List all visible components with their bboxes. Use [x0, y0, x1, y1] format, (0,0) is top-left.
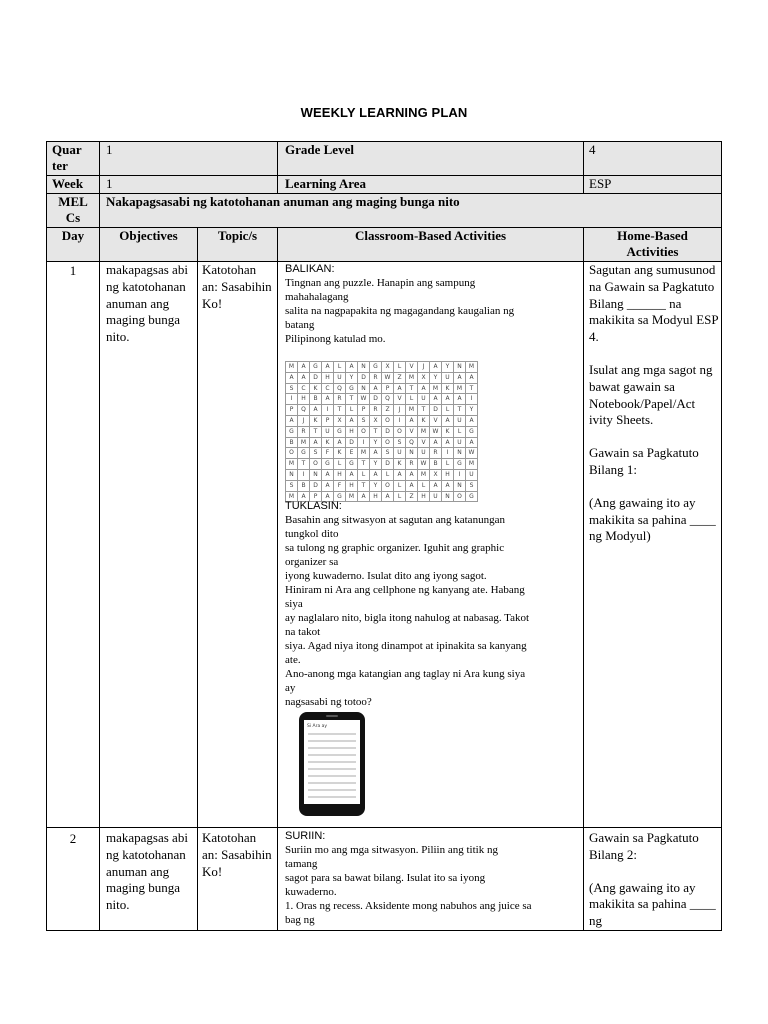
puzzle-letter: O [382, 416, 394, 427]
puzzle-letter: G [454, 459, 466, 470]
puzzle-letter: U [466, 470, 478, 481]
tuklasin-line: ay naglalaro nito, bigla itong nahulog at nabasag. Takot [285, 612, 530, 624]
page-title: WEEKLY LEARNING PLAN [300, 105, 468, 120]
puzzle-letter: O [382, 438, 394, 449]
puzzle-letter: A [370, 384, 382, 395]
puzzle-letter: W [358, 394, 370, 405]
puzzle-letter: G [322, 459, 334, 470]
puzzle-letter: N [454, 448, 466, 459]
puzzle-letter: L [442, 405, 454, 416]
puzzle-letter: L [382, 470, 394, 481]
puzzle-letter: Y [370, 481, 382, 492]
balikan-heading: BALIKAN: [285, 263, 335, 275]
puzzle-letter: G [334, 427, 346, 438]
melcs-label: MEL Cs [58, 194, 88, 225]
puzzle-letter: G [346, 459, 358, 470]
puzzle-letter: A [346, 416, 358, 427]
puzzle-letter: A [322, 362, 334, 373]
puzzle-letter: L [334, 459, 346, 470]
col-header-day: Day [61, 228, 85, 243]
puzzle-letter: S [382, 448, 394, 459]
puzzle-letter: U [334, 373, 346, 384]
puzzle-letter: O [394, 427, 406, 438]
puzzle-letter: B [430, 459, 442, 470]
tuklasin-line: na takot [285, 626, 321, 638]
puzzle-letter: O [454, 492, 466, 503]
learning-area-value: ESP [589, 176, 612, 191]
puzzle-letter: L [358, 470, 370, 481]
balikan-line: batang [285, 319, 315, 331]
puzzle-letter: M [454, 384, 466, 395]
puzzle-letter: S [466, 481, 478, 492]
suriin-line: Suriin mo ang mga sitwasyon. Piliin ang titik ng [285, 844, 498, 856]
puzzle-letter: A [370, 470, 382, 481]
puzzle-letter: I [394, 416, 406, 427]
puzzle-letter: P [358, 405, 370, 416]
puzzle-letter: Y [442, 362, 454, 373]
row1-objectives: makapagsas abi ng katotohanan anuman ang maging bunga nito. [106, 262, 188, 345]
puzzle-letter: A [430, 438, 442, 449]
word-search-puzzle [285, 361, 478, 502]
suriin-line: sagot para sa bawat bilang. Isulat ito sa iyong [285, 872, 486, 884]
puzzle-letter: Y [346, 373, 358, 384]
puzzle-letter: H [334, 470, 346, 481]
puzzle-letter: C [322, 384, 334, 395]
tuklasin-line: tungkol dito [285, 528, 339, 540]
puzzle-letter: M [406, 373, 418, 384]
tuklasin-line: iyong kuwaderno. Isulat dito ang iyong sagot. [285, 570, 487, 582]
row2-day: 2 [69, 831, 77, 846]
puzzle-letter: Z [394, 373, 406, 384]
puzzle-letter: H [370, 492, 382, 503]
col-header-home: Home-Based Activities [617, 228, 688, 259]
row1-topic: Katotohan an: Sasabihin Ko! [202, 262, 272, 311]
puzzle-letter: S [286, 481, 298, 492]
puzzle-letter: A [382, 492, 394, 503]
puzzle-letter: M [430, 384, 442, 395]
row2-topic: Katotohan an: Sasabihin Ko! [202, 830, 272, 879]
puzzle-letter: U [394, 448, 406, 459]
puzzle-letter: M [418, 427, 430, 438]
puzzle-letter: T [406, 384, 418, 395]
puzzle-letter: P [322, 416, 334, 427]
puzzle-letter: K [442, 427, 454, 438]
puzzle-letter: U [454, 416, 466, 427]
home-block: (Ang gawaing ito ay makikita sa pahina ____ ng Modyul) [589, 494, 716, 544]
puzzle-letter: A [322, 394, 334, 405]
puzzle-letter: Y [466, 405, 478, 416]
puzzle-letter: A [430, 362, 442, 373]
puzzle-letter: H [346, 481, 358, 492]
puzzle-letter: N [406, 448, 418, 459]
melcs-value: Nakapagsasabi ng katotohanan anuman ang maging bunga nito [106, 194, 460, 209]
puzzle-letter: L [394, 481, 406, 492]
puzzle-letter: L [394, 492, 406, 503]
puzzle-letter: S [310, 448, 322, 459]
grade-level-value: 4 [589, 142, 596, 157]
tuklasin-line: ay [285, 682, 296, 694]
puzzle-letter: A [394, 470, 406, 481]
puzzle-letter: L [418, 481, 430, 492]
puzzle-letter: L [406, 394, 418, 405]
puzzle-letter: K [322, 438, 334, 449]
puzzle-letter: Y [370, 438, 382, 449]
puzzle-letter: A [394, 384, 406, 395]
puzzle-letter: A [322, 481, 334, 492]
puzzle-letter: A [442, 394, 454, 405]
puzzle-letter: L [454, 427, 466, 438]
puzzle-letter: L [334, 362, 346, 373]
puzzle-letter: H [298, 394, 310, 405]
puzzle-letter: G [370, 362, 382, 373]
puzzle-letter: X [382, 362, 394, 373]
tuklasin-section [285, 499, 581, 709]
puzzle-letter: X [370, 416, 382, 427]
phone-speaker [326, 715, 338, 717]
col-header-objectives: Objectives [119, 228, 178, 243]
puzzle-letter: A [286, 416, 298, 427]
puzzle-letter: M [466, 459, 478, 470]
puzzle-letter: U [322, 427, 334, 438]
puzzle-letter: M [358, 448, 370, 459]
puzzle-letter: A [322, 492, 334, 503]
puzzle-letter: X [418, 373, 430, 384]
suriin-line: tamang [285, 858, 318, 870]
puzzle-letter: J [298, 416, 310, 427]
balikan-line: salita na nagpapakita ng magagandang kaugalian ng [285, 305, 515, 317]
tuklasin-line: sa tulong ng graphic organizer. Iguhit ang graphic [285, 542, 505, 554]
puzzle-letter: H [346, 427, 358, 438]
puzzle-letter: M [406, 405, 418, 416]
puzzle-letter: U [418, 394, 430, 405]
puzzle-letter: P [382, 384, 394, 395]
puzzle-letter: U [418, 448, 430, 459]
tuklasin-line: siya [285, 598, 303, 610]
puzzle-letter: A [466, 438, 478, 449]
puzzle-letter: A [334, 438, 346, 449]
puzzle-letter: N [358, 362, 370, 373]
puzzle-letter: Y [370, 459, 382, 470]
puzzle-letter: W [382, 373, 394, 384]
phone-graphic-organizer [296, 710, 368, 818]
puzzle-letter: N [454, 481, 466, 492]
puzzle-letter: N [310, 470, 322, 481]
puzzle-letter: A [442, 481, 454, 492]
tuklasin-line: siya. Agad niya itong dinampot at ipinakita sa kanyang [285, 640, 527, 652]
learning-area-label: Learning Area [285, 176, 367, 191]
puzzle-letter: G [310, 362, 322, 373]
puzzle-letter: A [466, 416, 478, 427]
row1-day: 1 [69, 263, 77, 278]
puzzle-letter: L [442, 459, 454, 470]
puzzle-letter: G [298, 448, 310, 459]
quarter-value: 1 [106, 142, 113, 157]
puzzle-letter: D [346, 438, 358, 449]
puzzle-letter: F [322, 448, 334, 459]
puzzle-letter: A [310, 438, 322, 449]
puzzle-letter: M [298, 438, 310, 449]
puzzle-letter: F [334, 481, 346, 492]
puzzle-letter: K [310, 384, 322, 395]
puzzle-letter: G [286, 427, 298, 438]
puzzle-letter: S [394, 438, 406, 449]
puzzle-letter: W [466, 448, 478, 459]
puzzle-letter: A [454, 394, 466, 405]
tuklasin-line: Hiniram ni Ara ang cellphone ng kanyang ate. Habang [285, 584, 525, 596]
puzzle-letter: D [430, 405, 442, 416]
quarter-label: Quar ter [52, 142, 82, 173]
tuklasin-line: organizer sa [285, 556, 339, 568]
puzzle-letter: T [334, 405, 346, 416]
home-block: Gawain sa Pagkatuto Bilang 1: [589, 445, 699, 477]
puzzle-letter: I [298, 470, 310, 481]
puzzle-letter: O [310, 459, 322, 470]
puzzle-letter: D [382, 459, 394, 470]
puzzle-letter: K [310, 416, 322, 427]
puzzle-letter: A [346, 362, 358, 373]
row2-objectives: makapagsas abi ng katotohanan anuman ang maging bunga nito. [106, 830, 188, 913]
puzzle-letter: E [346, 448, 358, 459]
puzzle-letter: D [358, 373, 370, 384]
puzzle-letter: R [406, 459, 418, 470]
puzzle-letter: Z [382, 405, 394, 416]
puzzle-letter: V [406, 427, 418, 438]
puzzle-letter: N [358, 384, 370, 395]
puzzle-letter: A [298, 373, 310, 384]
puzzle-letter: A [406, 481, 418, 492]
puzzle-letter: A [298, 492, 310, 503]
puzzle-letter: U [430, 492, 442, 503]
puzzle-letter: D [382, 427, 394, 438]
puzzle-letter: A [298, 362, 310, 373]
puzzle-letter: A [370, 448, 382, 459]
puzzle-letter: A [346, 470, 358, 481]
puzzle-letter: V [430, 416, 442, 427]
puzzle-letter: R [298, 427, 310, 438]
puzzle-letter: O [382, 481, 394, 492]
puzzle-letter: T [358, 459, 370, 470]
puzzle-letter: B [286, 438, 298, 449]
puzzle-letter: A [358, 492, 370, 503]
home-block: Sagutan ang sumusunod na Gawain sa Pagkatuto Bilang ______ na makikita sa Modyul ESP 4. [589, 262, 719, 345]
puzzle-letter: G [466, 427, 478, 438]
puzzle-letter: A [466, 373, 478, 384]
puzzle-letter: M [286, 492, 298, 503]
puzzle-letter: A [418, 384, 430, 395]
puzzle-letter: O [286, 448, 298, 459]
puzzle-letter: D [370, 394, 382, 405]
puzzle-letter: H [442, 470, 454, 481]
puzzle-letter: D [310, 481, 322, 492]
puzzle-letter: X [334, 416, 346, 427]
puzzle-letter: R [334, 394, 346, 405]
puzzle-letter: T [346, 394, 358, 405]
puzzle-letter: I [286, 394, 298, 405]
puzzle-letter: L [394, 362, 406, 373]
puzzle-letter: D [310, 373, 322, 384]
header-shade-quarter [46, 141, 722, 175]
tuklasin-line: Ano-anong mga katangian ang taglay ni Ara kung siya [285, 668, 526, 680]
puzzle-letter: N [442, 492, 454, 503]
puzzle-letter: H [322, 373, 334, 384]
puzzle-letter: T [418, 405, 430, 416]
puzzle-letter: N [454, 362, 466, 373]
tuklasin-line: Basahin ang sitwasyon at sagutan ang katanungan [285, 514, 505, 526]
week-value: 1 [106, 176, 113, 191]
puzzle-letter: Q [382, 394, 394, 405]
puzzle-letter: A [430, 394, 442, 405]
puzzle-letter: Q [334, 384, 346, 395]
phone-screen-label: Si Ara ay [307, 724, 328, 729]
puzzle-letter: R [370, 373, 382, 384]
puzzle-letter: A [406, 416, 418, 427]
puzzle-letter: I [442, 448, 454, 459]
puzzle-letter: K [442, 384, 454, 395]
puzzle-letter: I [454, 470, 466, 481]
puzzle-letter: K [394, 459, 406, 470]
grade-level-label: Grade Level [285, 142, 354, 157]
puzzle-letter: I [466, 394, 478, 405]
row2-home-activities [589, 830, 719, 930]
puzzle-letter: Y [430, 373, 442, 384]
puzzle-letter: K [418, 416, 430, 427]
puzzle-letter: S [286, 384, 298, 395]
row1-classroom-activities [285, 262, 581, 346]
puzzle-letter: B [298, 481, 310, 492]
puzzle-letter: R [370, 405, 382, 416]
puzzle-letter: G [346, 384, 358, 395]
puzzle-letter: G [466, 492, 478, 503]
puzzle-letter: V [394, 394, 406, 405]
tuklasin-line: nagsasabi ng totoo? [285, 696, 372, 708]
puzzle-letter: A [286, 373, 298, 384]
col-header-topics: Topic/s [217, 228, 258, 243]
puzzle-letter: T [298, 459, 310, 470]
puzzle-letter: Z [406, 492, 418, 503]
week-label: Week [52, 176, 84, 191]
puzzle-letter: G [334, 492, 346, 503]
puzzle-letter: A [310, 405, 322, 416]
puzzle-letter: M [346, 492, 358, 503]
header-shade-week [46, 175, 722, 193]
puzzle-letter: S [358, 416, 370, 427]
puzzle-letter: T [454, 405, 466, 416]
suriin-line: bag ng [285, 914, 315, 926]
suriin-line: 1. Oras ng recess. Aksidente mong nabuhos ang juice sa [285, 900, 532, 912]
balikan-line: mahahalagang [285, 291, 349, 303]
puzzle-letter: H [418, 492, 430, 503]
puzzle-letter: Q [298, 405, 310, 416]
puzzle-letter: W [430, 427, 442, 438]
puzzle-letter: V [406, 362, 418, 373]
puzzle-letter: I [322, 405, 334, 416]
puzzle-letter: K [334, 448, 346, 459]
puzzle-letter: A [454, 373, 466, 384]
puzzle-letter: T [358, 481, 370, 492]
puzzle-letter: B [310, 394, 322, 405]
puzzle-letter: A [322, 470, 334, 481]
puzzle-letter: J [418, 362, 430, 373]
puzzle-letter: I [358, 438, 370, 449]
home-block: Gawain sa Pagkatuto Bilang 2: [589, 830, 699, 862]
puzzle-letter: P [286, 405, 298, 416]
puzzle-letter: L [346, 405, 358, 416]
puzzle-letter: T [370, 427, 382, 438]
puzzle-letter: V [418, 438, 430, 449]
puzzle-letter: Q [406, 438, 418, 449]
puzzle-letter: J [394, 405, 406, 416]
puzzle-letter: R [430, 448, 442, 459]
row2-classroom-activities [285, 829, 581, 927]
suriin-heading: SURIIN: [285, 830, 326, 842]
row1-home-activities [589, 262, 719, 545]
puzzle-letter: C [298, 384, 310, 395]
puzzle-letter: U [454, 438, 466, 449]
puzzle-letter: A [442, 438, 454, 449]
puzzle-letter: O [358, 427, 370, 438]
suriin-line: kuwaderno. [285, 886, 337, 898]
puzzle-letter: A [430, 481, 442, 492]
puzzle-letter: P [310, 492, 322, 503]
puzzle-letter: M [286, 362, 298, 373]
puzzle-letter: M [286, 459, 298, 470]
tuklasin-line: ate. [285, 654, 301, 666]
balikan-line: Tingnan ang puzzle. Hanapin ang sampung [285, 277, 476, 289]
tuklasin-heading: TUKLASIN: [285, 500, 342, 512]
balikan-line: Pilipinong katulad mo. [285, 333, 386, 345]
puzzle-letter: A [442, 416, 454, 427]
puzzle-letter: N [286, 470, 298, 481]
home-block: Isulat ang mga sagot ng bawat gawain sa Notebook/Papel/Act ivity Sheets. [589, 361, 713, 428]
home-block: (Ang gawaing ito ay makikita sa pahina ____ ng [589, 879, 716, 929]
puzzle-letter: T [310, 427, 322, 438]
col-header-classroom: Classroom-Based Activities [354, 228, 507, 243]
puzzle-letter: T [466, 384, 478, 395]
puzzle-letter: M [466, 362, 478, 373]
puzzle-letter: W [418, 459, 430, 470]
puzzle-letter: U [442, 373, 454, 384]
puzzle-letter: M [418, 470, 430, 481]
puzzle-letter: A [406, 470, 418, 481]
puzzle-letter: X [430, 470, 442, 481]
